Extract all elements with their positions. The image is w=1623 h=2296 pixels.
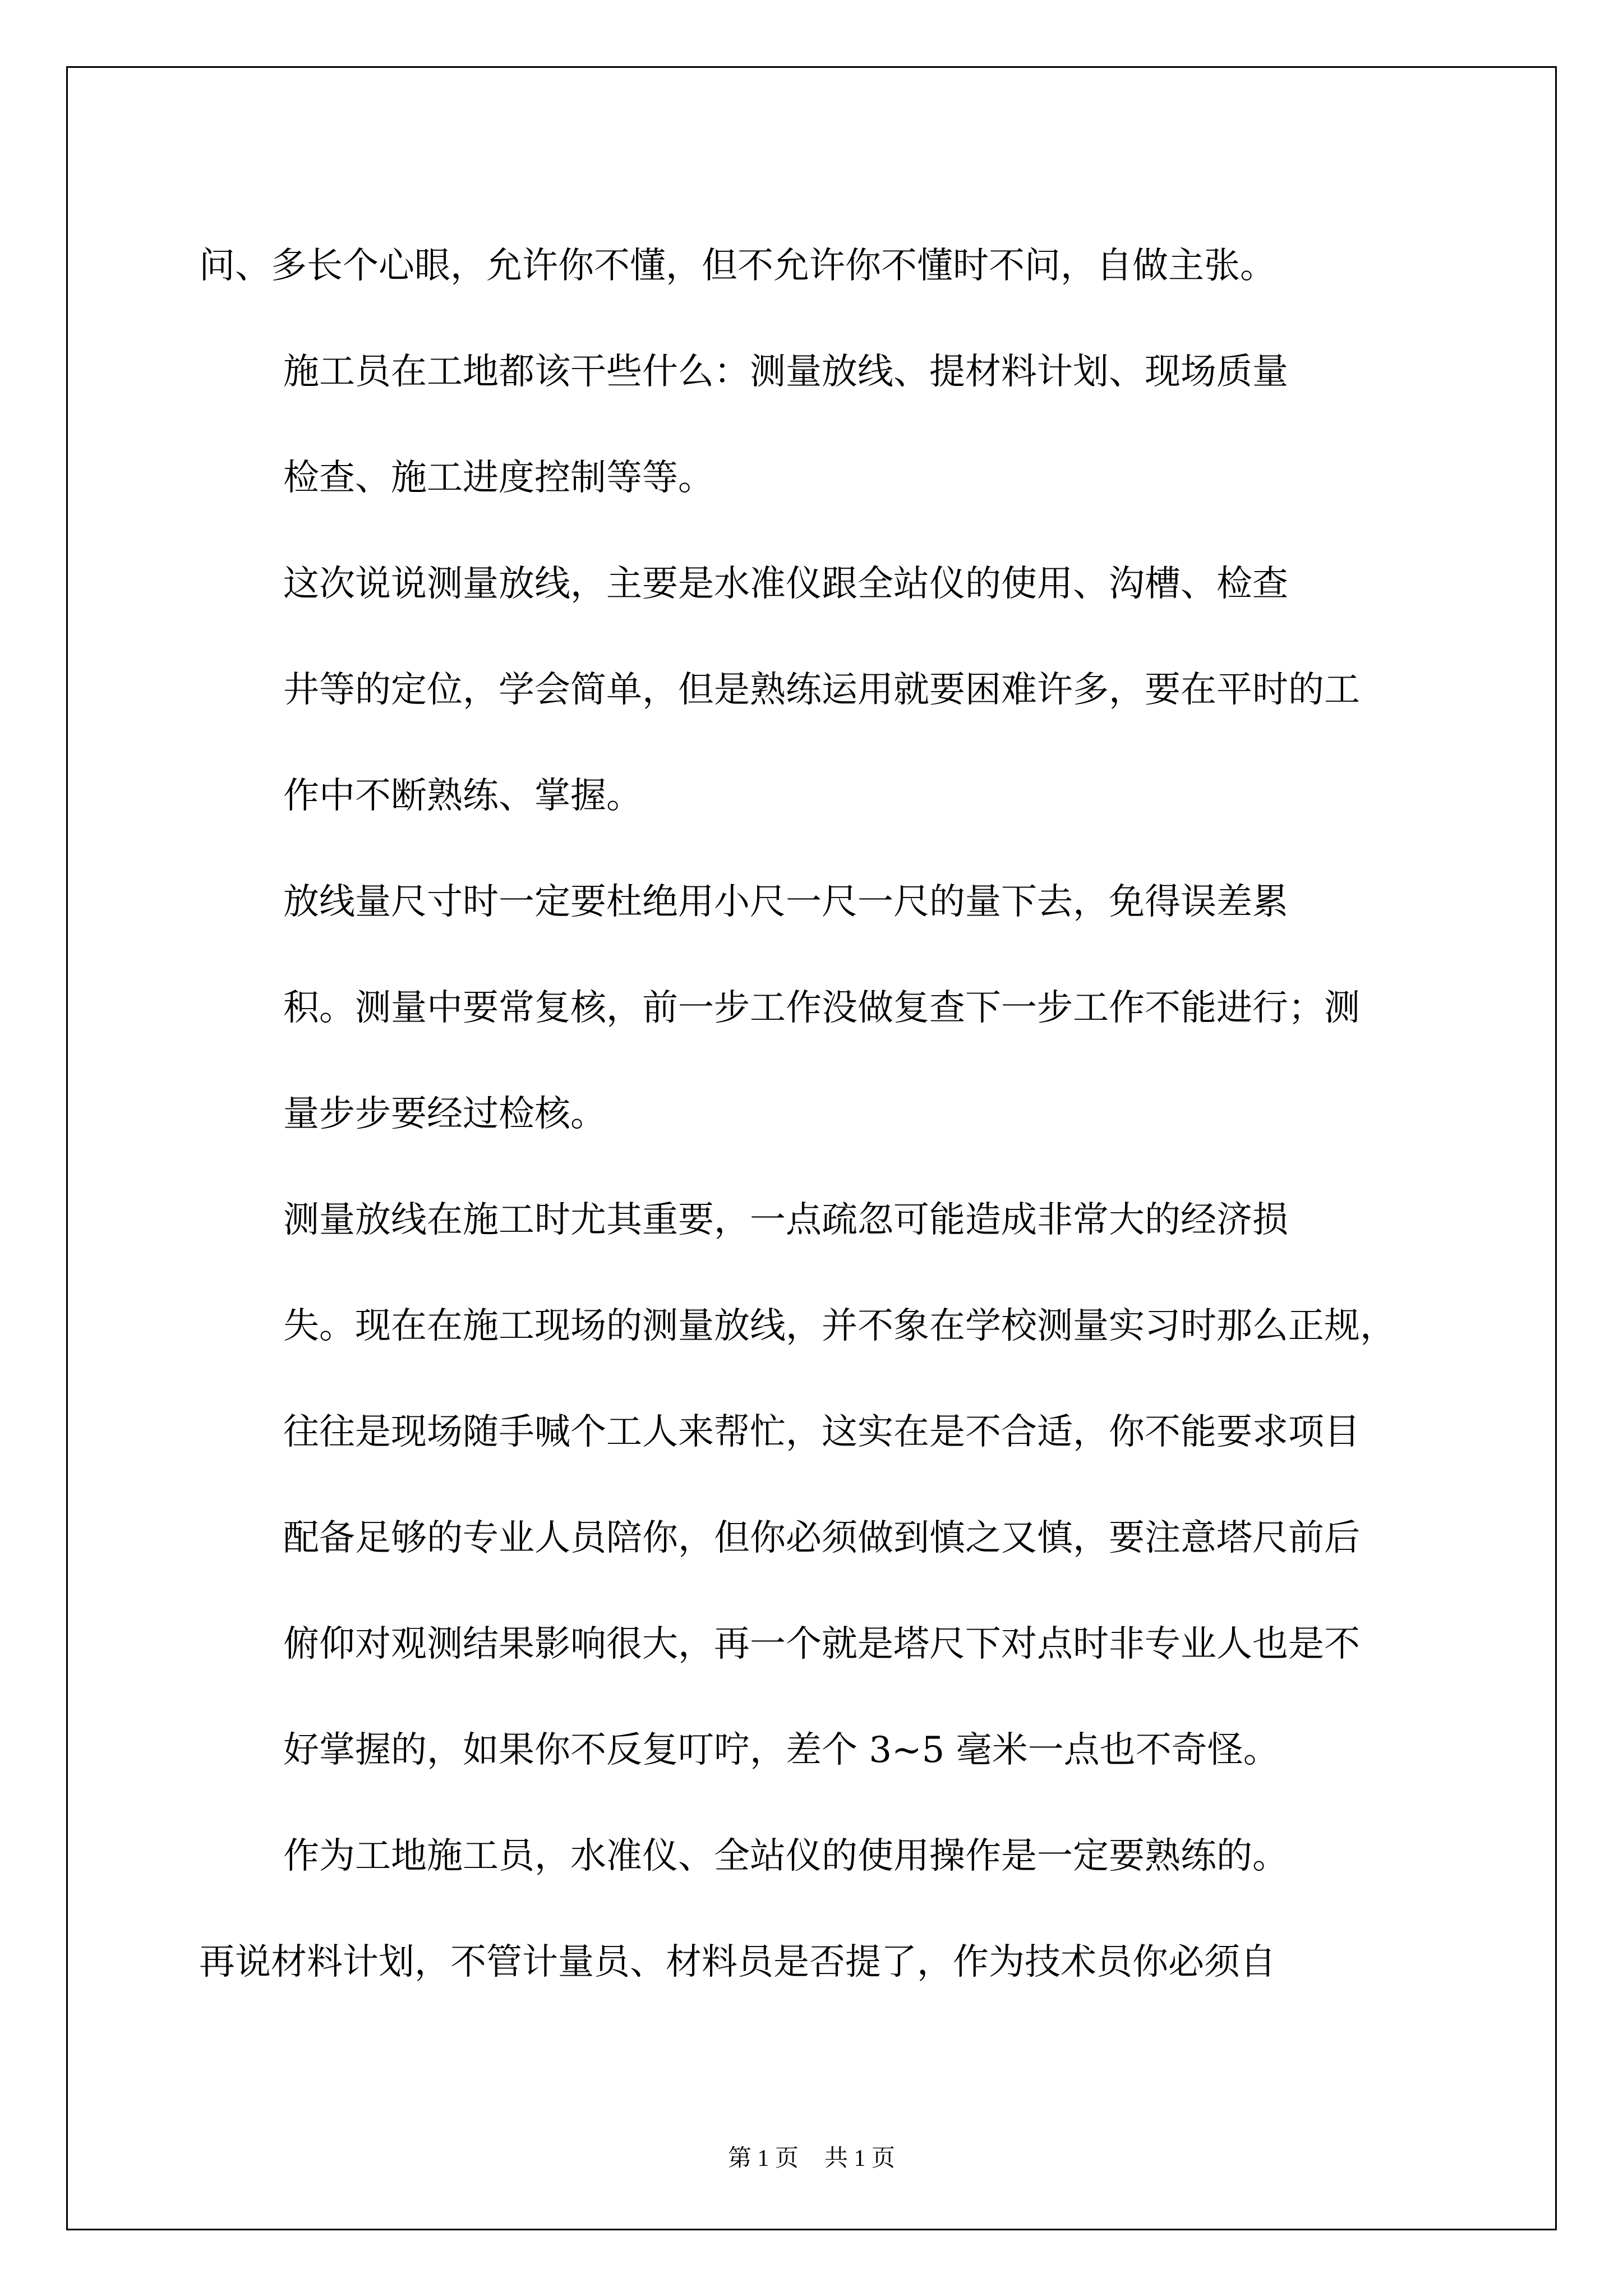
paragraph-2 [199, 319, 1461, 531]
text-line: 好掌握的，如果你不反复叮咛，差个 3~5 毫米一点也不奇怪。 [283, 1729, 1279, 1771]
page-number-total: 共 1 页 [824, 2146, 896, 2171]
text-line: 这次说说测量放线，主要是水准仪跟全站仪的使用、沟槽、检查 [283, 563, 1288, 605]
text-line: 施工员在工地都该干些什么：测量放线、提材料计划、现场质量 [283, 351, 1288, 393]
text-line: 问、多长个心眼，允许你不懂，但不允许你不懂时不问，自做主张。 [199, 245, 1276, 287]
text-line: 作为工地施工员，水准仪、全站仪的使用操作是一定要熟练的。 [283, 1835, 1288, 1877]
paragraph-6 [199, 1803, 1461, 1910]
text-line: 俯仰对观测结果影响很大，再一个就是塔尺下对点时非专业人也是不 [283, 1623, 1360, 1665]
text-line: 配备足够的专业人员陪你，但你必须做到慎之又慎，要注意塔尺前后 [283, 1517, 1360, 1559]
text-line: 检查、施工进度控制等等。 [283, 457, 714, 499]
text-line: 往往是现场随手喊个工人来帮忙，这实在是不合适，你不能要求项目 [283, 1411, 1360, 1453]
paragraph-1 [199, 213, 1461, 319]
paragraph-5 [199, 1167, 1461, 1803]
text-line: 再说材料计划，不管计量员、材料员是否提了，作为技术员你必须自 [199, 1941, 1276, 1983]
text-line: 井等的定位，学会简单，但是熟练运用就要困难许多，要在平时的工 [283, 669, 1360, 711]
text-line: 失。现在在施工现场的测量放线，并不象在学校测量实习时那么正规， [283, 1305, 1396, 1347]
document-body [199, 213, 1461, 2016]
text-line: 量步步要经过检核。 [283, 1093, 606, 1135]
page-footer [0, 2142, 1623, 2175]
text-line: 测量放线在施工时尤其重要，一点疏忽可能造成非常大的经济损 [283, 1199, 1288, 1241]
text-line: 作中不断熟练、掌握。 [283, 775, 642, 817]
paragraph-3 [199, 531, 1461, 849]
page-number-current: 第 1 页 [727, 2146, 799, 2171]
text-line: 放线量尺寸时一定要杜绝用小尺一尺一尺的量下去，免得误差累 [283, 881, 1288, 923]
text-line: 积。测量中要常复核，前一步工作没做复查下一步工作不能进行；测 [283, 987, 1360, 1029]
paragraph-7 [199, 1910, 1461, 2016]
paragraph-4 [199, 849, 1461, 1167]
